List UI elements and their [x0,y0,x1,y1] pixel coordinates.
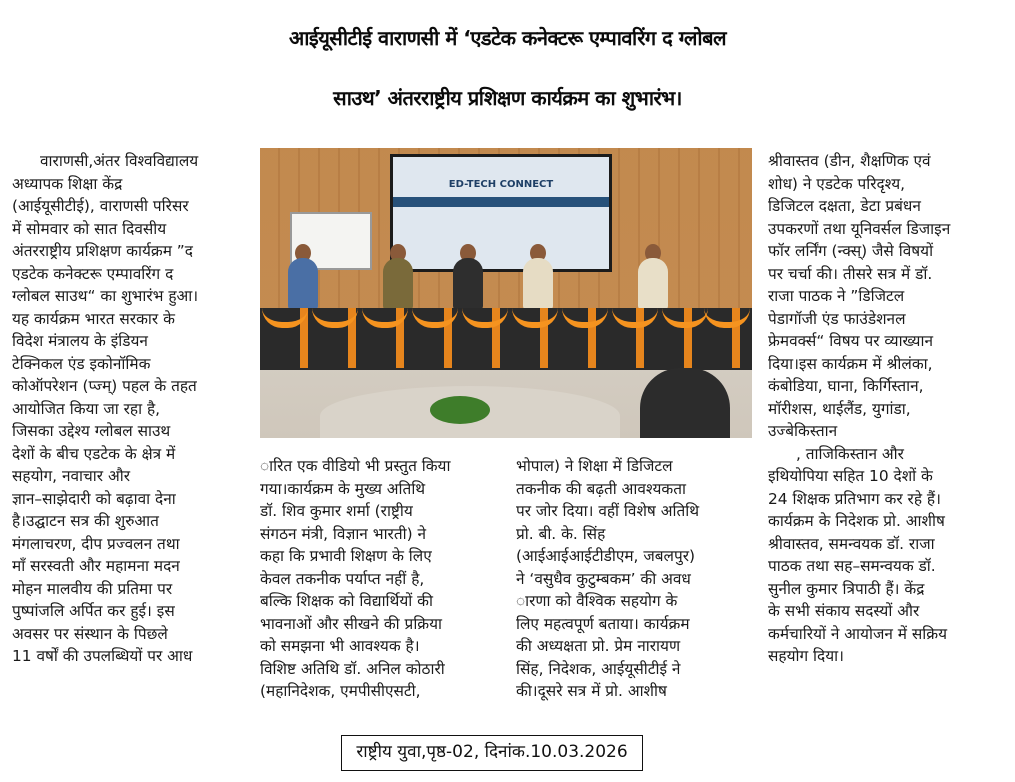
column-line: , ताजिकिस्तान और [796,444,904,463]
seated-person [383,258,413,310]
column-line: ने ‘वसुधैव कुटुम्बकम’ की अवध [516,569,691,588]
column-line: देशों के बीच एडटेक के क्षेत्र में [12,444,176,463]
column-line: इथियोपिया सहित 10 देशों के [768,467,933,485]
foreground-chair [640,368,730,438]
column-line: 24 शिक्षक प्रतिभाग कर रहे हैं। [768,489,941,508]
column-line: श्रीवास्तव, समन्वयक डॉ. राजा [768,534,935,553]
column-line: सिंह, निदेशक, आईयूसीटीई ने [516,659,681,678]
column-line: को समझना भी आवश्यक है। [260,637,420,655]
article-column-3 [516,455,754,735]
column-line: पेडागॉजी एंड फाउंडेशनल [768,309,906,328]
column-line: मंगलाचरण, दीप प्रज्वलन तथा [12,534,180,553]
column-line: अंतरराष्ट्रीय प्रशिक्षण कार्यक्रम ”द [12,242,193,260]
column-line: कहा कि प्रभावी शिक्षण के लिए [260,547,432,565]
screen-title: ED-TECH CONNECT [448,179,554,190]
source-credit-box: राष्ट्रीय युवा,पृष्ठ-02, दिनांक.10.03.2026 [341,735,643,771]
event-photo [260,148,752,438]
column-line: संगठन मंत्री, विज्ञान भारती) ने [260,524,427,543]
column-line: 11 वर्षों की उपलब्धियों पर आध [12,647,193,665]
flower-bouquet [430,396,490,424]
column-line: अध्यापक शिक्षा केंद्र [12,174,123,193]
column-line: विदेश मंत्रालय के इंडियन [12,332,148,350]
column-line: तकनीक की बढ़ती आवश्यकता [516,479,686,498]
column-line: शोध) ने एडटेक परिदृश्य, [768,174,906,193]
column-line: ारित एक वीडियो भी प्रस्तुत किया [260,457,451,475]
seated-person [638,258,668,310]
column-line: सहयोग दिया। [768,647,844,665]
column-line: लिए महत्वपूर्ण बताया। कार्यक्रम [516,614,690,633]
column-line: ग्लोबल साउथ“ का शुभारंभ हुआ। [12,287,199,305]
column-line: (आईयूसीटीई), वाराणसी परिसर [12,197,189,215]
seated-person [523,258,553,310]
article-column-2 [260,455,498,735]
column-line: भावनाओं और सीखने की प्रक्रिया [260,614,443,633]
column-line: सुनील कुमार त्रिपाठी हैं। केंद्र [768,579,925,598]
column-line: श्रीवास्तव (डीन, शैक्षणिक एवं [768,152,931,170]
projection-screen [390,154,612,272]
column-line: बल्कि शिक्षक को विद्यार्थियों की [260,592,433,610]
column-line: केवल तकनीक पर्याप्त नहीं है, [260,569,425,588]
column-line: कार्यक्रम के निदेशक प्रो. आशीष [768,512,945,530]
column-line: डॉ. शिव कुमार शर्मा (राष्ट्रीय [260,502,413,520]
headline-line-1: आईयूसीटीई वाराणसी में ‘एडटेक कनेक्टरू एम्पावरिंग द ग्लोबल [288,26,727,50]
column-line: उपकरणों तथा यूनिवर्सल डिजाइन [768,219,951,238]
article-column-4 [768,150,1004,735]
column-line: ज्ञान–साझेदारी को बढ़ावा देना [12,489,176,508]
column-line: गया।कार्यक्रम के मुख्य अतिथि [260,479,426,498]
column-line: कोऑपरेशन (प्ज्म्) पहल के तहत [12,377,197,395]
column-line: फॉर लर्निंग (न्क्स्) जैसे विषयों [768,242,934,260]
column-line: मोहन मालवीय की प्रतिमा पर [12,579,173,598]
column-line: दिया।इस कार्यक्रम में श्रीलंका, [768,354,933,373]
column-line: में सोमवार को सात दिवसीय [12,219,167,238]
column-line: है।उद्घाटन सत्र की शुरुआत [12,512,159,530]
article-column-1 [12,150,244,735]
column-line: (महानिदेशक, एमपीसीएसटी, [260,682,421,700]
column-line: सहयोग, नवाचार और [12,467,131,485]
column-line: पर चर्चा की। तीसरे सत्र में डॉ. [768,264,933,283]
column-line: (आईआईआईटीडीएम, जबलपुर) [516,547,696,565]
seated-person [453,258,483,310]
column-line: की।दूसरे सत्र में प्रो. आशीष [516,682,667,700]
column-line: उज्बेकिस्तान [768,422,838,440]
column-line: वाराणसी,अंतर विश्वविद्यालय [40,152,199,170]
column-line: टेक्निकल एंड इकोनॉमिक [12,354,151,373]
column-line: पुष्पांजलि अर्पित कर हुई। इस [12,602,175,620]
column-line: राजा पाठक ने ”डिजिटल [768,287,905,305]
column-line: अवसर पर संस्थान के पिछले [12,624,168,643]
seated-person [288,258,318,310]
column-line: पर जोर दिया। वहीं विशेष अतिथि [516,502,700,520]
column-line: के सभी संकाय सदस्यों और [768,602,920,620]
column-line: मॉरीशस, थाईलैंड, युगांडा, [768,399,911,418]
column-line: प्रो. बी. के. सिंह [516,524,606,543]
column-line: कंबोडिया, घाना, किर्गिस्तान, [768,377,924,395]
column-line: कर्मचारियों ने आयोजन में सक्रिय [768,624,948,643]
screen-band [393,197,609,207]
column-line: माँ सरस्वती और महामना मदन [12,557,180,575]
column-line: विशिष्ट अतिथि डॉ. अनिल कोठारी [260,659,445,678]
column-line: ारणा को वैश्विक सहयोग के [516,592,678,610]
column-line: एडटेक कनेक्टरू एम्पावरिंग द [12,264,174,283]
column-line: जिसका उद्देश्य ग्लोबल साउथ [12,422,171,440]
column-line: की अध्यक्षता प्रो. प्रेम नारायण [516,637,681,655]
column-line: यह कार्यक्रम भारत सरकार के [12,309,175,328]
column-line: आयोजित किया जा रहा है, [12,399,161,418]
column-line: डिजिटल दक्षता, डेटा प्रबंधन [768,197,921,215]
column-line: फ्रेमवर्क्स“ विषय पर व्याख्यान [768,332,934,350]
column-line: पाठक तथा सह–समन्वयक डॉ. [768,557,936,575]
headline-line-2: साउथ’ अंतरराष्ट्रीय प्रशिक्षण कार्यक्रम का शुभारंभ। [333,86,682,110]
column-line: भोपाल) ने शिक्षा में डिजिटल [516,457,673,475]
